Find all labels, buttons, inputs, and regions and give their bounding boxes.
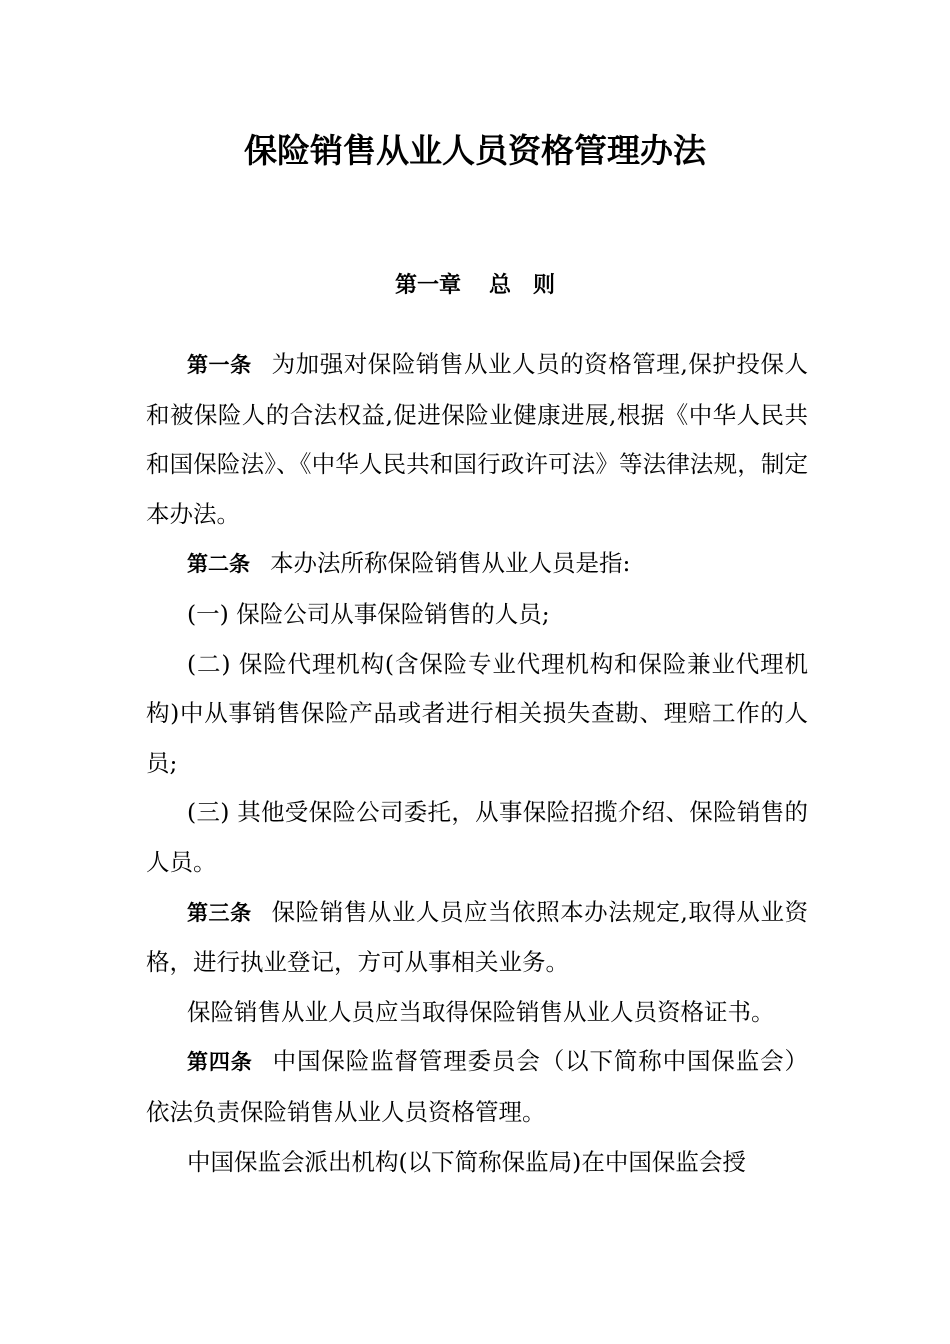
paragraph-text: 保险销售从业人员应当取得保险销售从业人员资格证书。 — [187, 997, 775, 1026]
article-label: 第二条 — [187, 552, 250, 577]
document-body — [146, 340, 808, 1187]
paragraph-text: (二) 保险代理机构(含保险专业代理机构和保险兼业代理机构)中从事销售保险产品或者进行相关损失查勘、理赔工作的人员; — [146, 649, 808, 777]
paragraph-text: 本办法所称保险销售从业人员是指: — [270, 549, 631, 578]
article-label: 第三条 — [187, 900, 252, 925]
chapter-label: 第一章 — [394, 273, 461, 298]
paragraph-text: 中国保监会派出机构(以下简称保监局)在中国保监会授 — [187, 1147, 746, 1176]
paragraph-article-2 — [146, 539, 808, 590]
article-label: 第四条 — [187, 1050, 253, 1075]
paragraph-text: 中国保险监督管理委员会（以下简称中国保监会）依法负责保险销售从业人员资格管理。 — [146, 1047, 808, 1126]
paragraph-item-1 — [146, 590, 808, 640]
paragraph-article-1 — [146, 340, 808, 539]
paragraph-article-4-cont — [146, 1138, 808, 1188]
paragraph-item-3 — [146, 788, 808, 887]
paragraph-item-2 — [146, 640, 808, 789]
paragraph-text: 保险销售从业人员应当依照本办法规定,取得从业资格，进行执业登记，方可从事相关业务。 — [146, 897, 808, 977]
chapter-heading — [0, 268, 950, 304]
paragraph-text: (一) 保险公司从事保险销售的人员; — [187, 599, 550, 628]
paragraph-text: (三) 其他受保险公司委托，从事保险招揽介绍、保险销售的人员。 — [146, 798, 808, 876]
paragraph-article-4 — [146, 1037, 808, 1137]
paragraph-text: 为加强对保险销售从业人员的资格管理,保护投保人和被保险人的合法权益,促进保险业健康进展,根据《中华人民共和国保险法》、《中华人民共和国行政许可法》等法律法规，制定本办法。 — [146, 350, 808, 528]
paragraph-article-3 — [146, 888, 808, 988]
document-title: 保险销售从业人员资格管理办法 — [244, 131, 706, 170]
article-label: 第一条 — [187, 353, 252, 377]
paragraph-article-3-cont — [146, 988, 808, 1038]
chapter-name: 总 则 — [489, 273, 556, 298]
